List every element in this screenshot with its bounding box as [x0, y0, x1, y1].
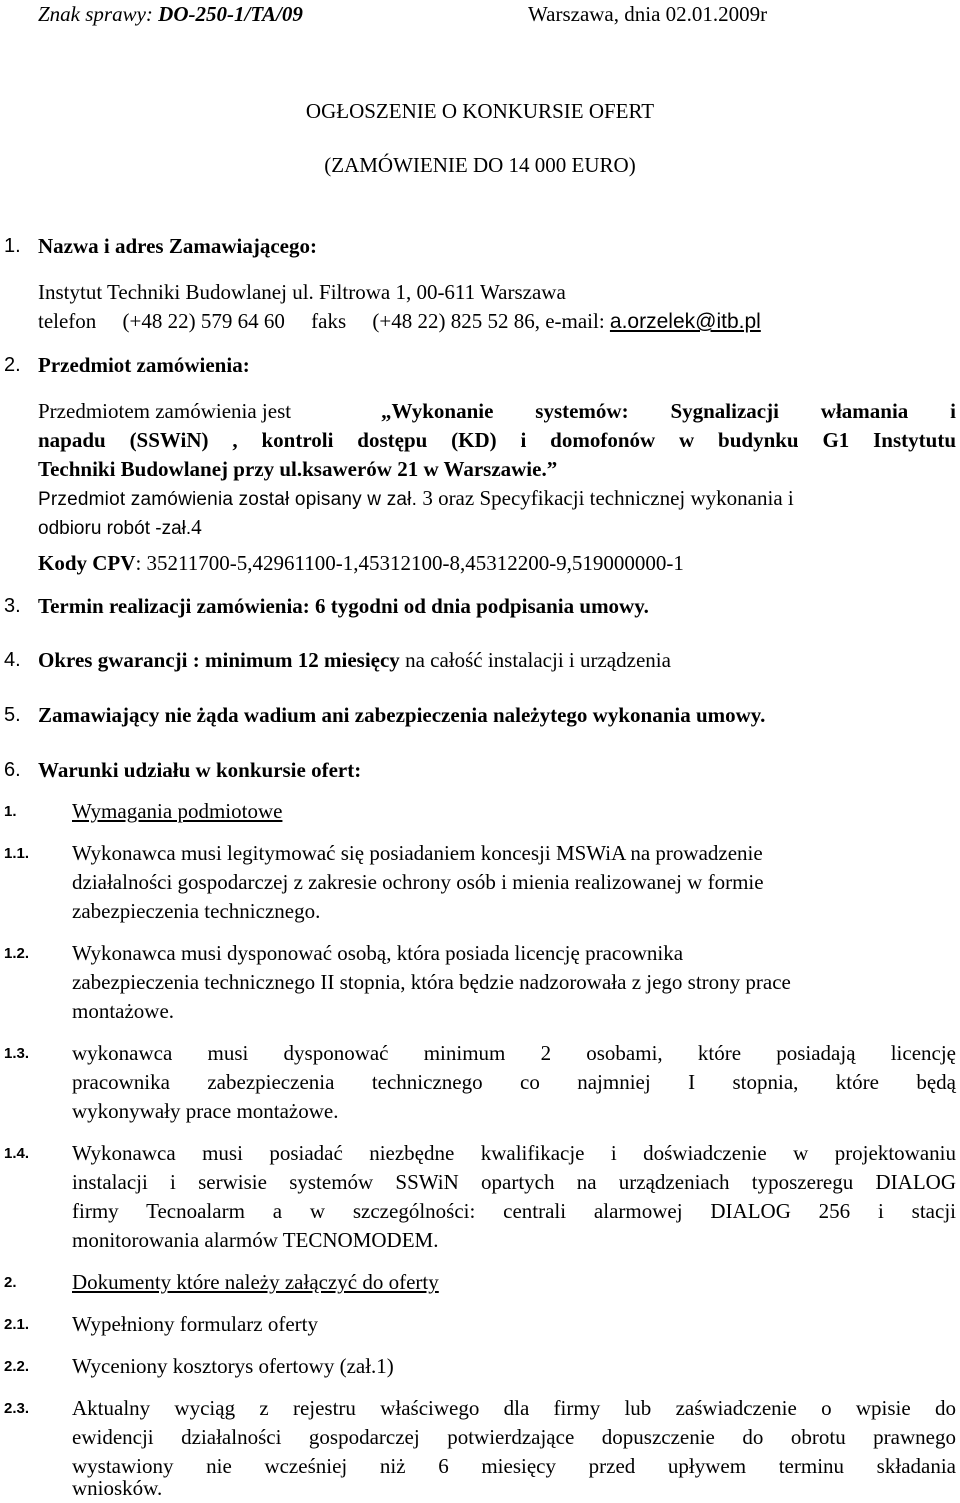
- case-number: DO-250-1/TA/09: [158, 2, 303, 26]
- req-1-2-line2: zabezpieczenia technicznego II stopnia, która będzie nadzorowała z jego strony prace: [72, 970, 791, 994]
- section-5-number: 5.: [4, 704, 21, 726]
- subject-intro: Przedmiotem zamówienia jest: [38, 399, 292, 423]
- req-1-3-line3: wykonywały prace montażowe.: [72, 1099, 339, 1123]
- doc-2-3-line2: ewidencji działalności gospodarczej potwierdzające dopuszczenie do obrotu prawnego: [72, 1425, 956, 1449]
- header-case-reference: [38, 0, 303, 29]
- subject-bold-line2: napadu (SSWiN) , kontroli dostępu (KD) i domofonów w budynku G1 Instytutu: [38, 428, 956, 452]
- subject-bold-line3: Techniki Budowlanej przy ul.ksawerów 21 w Warszawie.”: [38, 457, 558, 481]
- subject-bold-line1: „Wykonanie systemów: Sygnalizacji włamania i: [381, 399, 956, 423]
- section-1-heading: Nazwa i adres Zamawiającego:: [38, 234, 317, 258]
- section-2-heading: Przedmiot zamówienia:: [38, 353, 250, 377]
- doc-2-3-number: 2.3.: [4, 1400, 30, 1417]
- doc-2-2-number: 2.2.: [4, 1358, 30, 1375]
- section-1-address: Instytut Techniki Budowlanej ul. Filtrowa 1, 00-611 Warszawa: [38, 280, 566, 304]
- doc-2-2-text: Wyceniony kosztorys ofertowy (zał.1): [72, 1354, 394, 1378]
- documents-number: 2.: [4, 1274, 17, 1291]
- req-1-1-number: 1.1.: [4, 845, 30, 862]
- req-1-1-line2: działalności gospodarczej z zakresie ochrony osób i mienia realizowanej w formie: [72, 870, 764, 894]
- section-4-number: 4.: [4, 649, 21, 671]
- section-6-number: 6.: [4, 759, 21, 781]
- doc-2-1-text: Wypełniony formularz oferty: [72, 1312, 318, 1336]
- doc-2-3-line3: wystawiony nie wcześniej niż 6 miesięcy przed upływem terminu składania: [72, 1454, 956, 1478]
- section-6-text: Warunki udziału w konkursie ofert:: [38, 758, 362, 782]
- section-2-number: 2.: [4, 354, 21, 376]
- case-label: Znak sprawy:: [38, 2, 159, 26]
- req-1-2-number: 1.2.: [4, 945, 30, 962]
- req-1-4-line2: instalacji i serwisie systemów SSWiN opartych na urządzeniach typoszeregu DIALOG: [72, 1170, 956, 1194]
- req-1-1-line1: Wykonawca musi legitymować się posiadaniem koncesji MSWiA na prowadzenie: [72, 841, 763, 865]
- section-3-text: Termin realizacji zamówienia: 6 tygodni od dnia podpisania umowy.: [38, 594, 649, 618]
- document-title-line2: (ZAMÓWIENIE DO 14 000 EURO): [324, 153, 636, 177]
- req-1-1-line3: zabezpieczenia technicznego.: [72, 899, 321, 923]
- section-5-text: Zamawiający nie żąda wadium ani zabezpieczenia należytego wykonania umowy.: [38, 703, 766, 727]
- cpv-values: : 35211700-5,42961100-1,45312100-8,45312200-9,519000000-1: [135, 551, 684, 575]
- req-1-3-number: 1.3.: [4, 1045, 30, 1062]
- req-1-4-line1: Wykonawca musi posiadać niezbędne kwalifikacje i doświadczenie w projektowaniu: [72, 1141, 956, 1165]
- doc-2-3-line4: wniosków.: [72, 1476, 163, 1500]
- req-1-3-line2: pracownika zabezpieczenia technicznego co najmniej I stopnia, które będą: [72, 1070, 956, 1094]
- req-1-3-line1: wykonawca musi dysponować minimum 2 osobami, które posiadają licencję: [72, 1041, 956, 1065]
- requirements-heading: Wymagania podmiotowe: [72, 799, 283, 823]
- cpv-label: Kody CPV: [38, 551, 136, 575]
- email-link[interactable]: a.orzelek@itb.pl: [609, 310, 761, 333]
- section-3-number: 3.: [4, 595, 21, 617]
- subject-description-line2: odbioru robót -zał.4: [38, 515, 202, 539]
- requirements-number: 1.: [4, 803, 17, 820]
- subject-description-line1: Przedmiot zamówienia został opisany w zał. 3 oraz Specyfikacji technicznej wykonania i: [38, 486, 794, 510]
- req-1-4-line3: firmy Tecnoalarm a w szczególności: centrali alarmowej DIALOG 256 i stacji: [72, 1199, 956, 1223]
- req-1-2-line3: montażowe.: [72, 999, 175, 1023]
- cpv-codes: [38, 549, 684, 578]
- documents-heading: Dokumenty które należy załączyć do oferty: [72, 1270, 439, 1294]
- doc-2-3-line1: Aktualny wyciąg z rejestru właściwego dla firmy lub zaświadczenie o wpisie do: [72, 1396, 956, 1420]
- section-4-text: Okres gwarancji : minimum 12 miesięcy na całość instalacji i urządzenia: [38, 648, 671, 672]
- contact-phone-fax: telefon (+48 22) 579 64 60 faks (+48 22) 825 52 86, e-mail:: [38, 309, 610, 333]
- req-1-2-line1: Wykonawca musi dysponować osobą, która posiada licencję pracownika: [72, 941, 684, 965]
- section-1-number: 1.: [4, 235, 21, 257]
- section-1-contact: [38, 307, 761, 336]
- header-date: Warszawa, dnia 02.01.2009r: [528, 2, 768, 26]
- req-1-4-line4: monitorowania alarmów TECNOMODEM.: [72, 1228, 439, 1252]
- document-title-line1: OGŁOSZENIE O KONKURSIE OFERT: [305, 99, 655, 123]
- doc-2-1-number: 2.1.: [4, 1316, 30, 1333]
- req-1-4-number: 1.4.: [4, 1145, 30, 1162]
